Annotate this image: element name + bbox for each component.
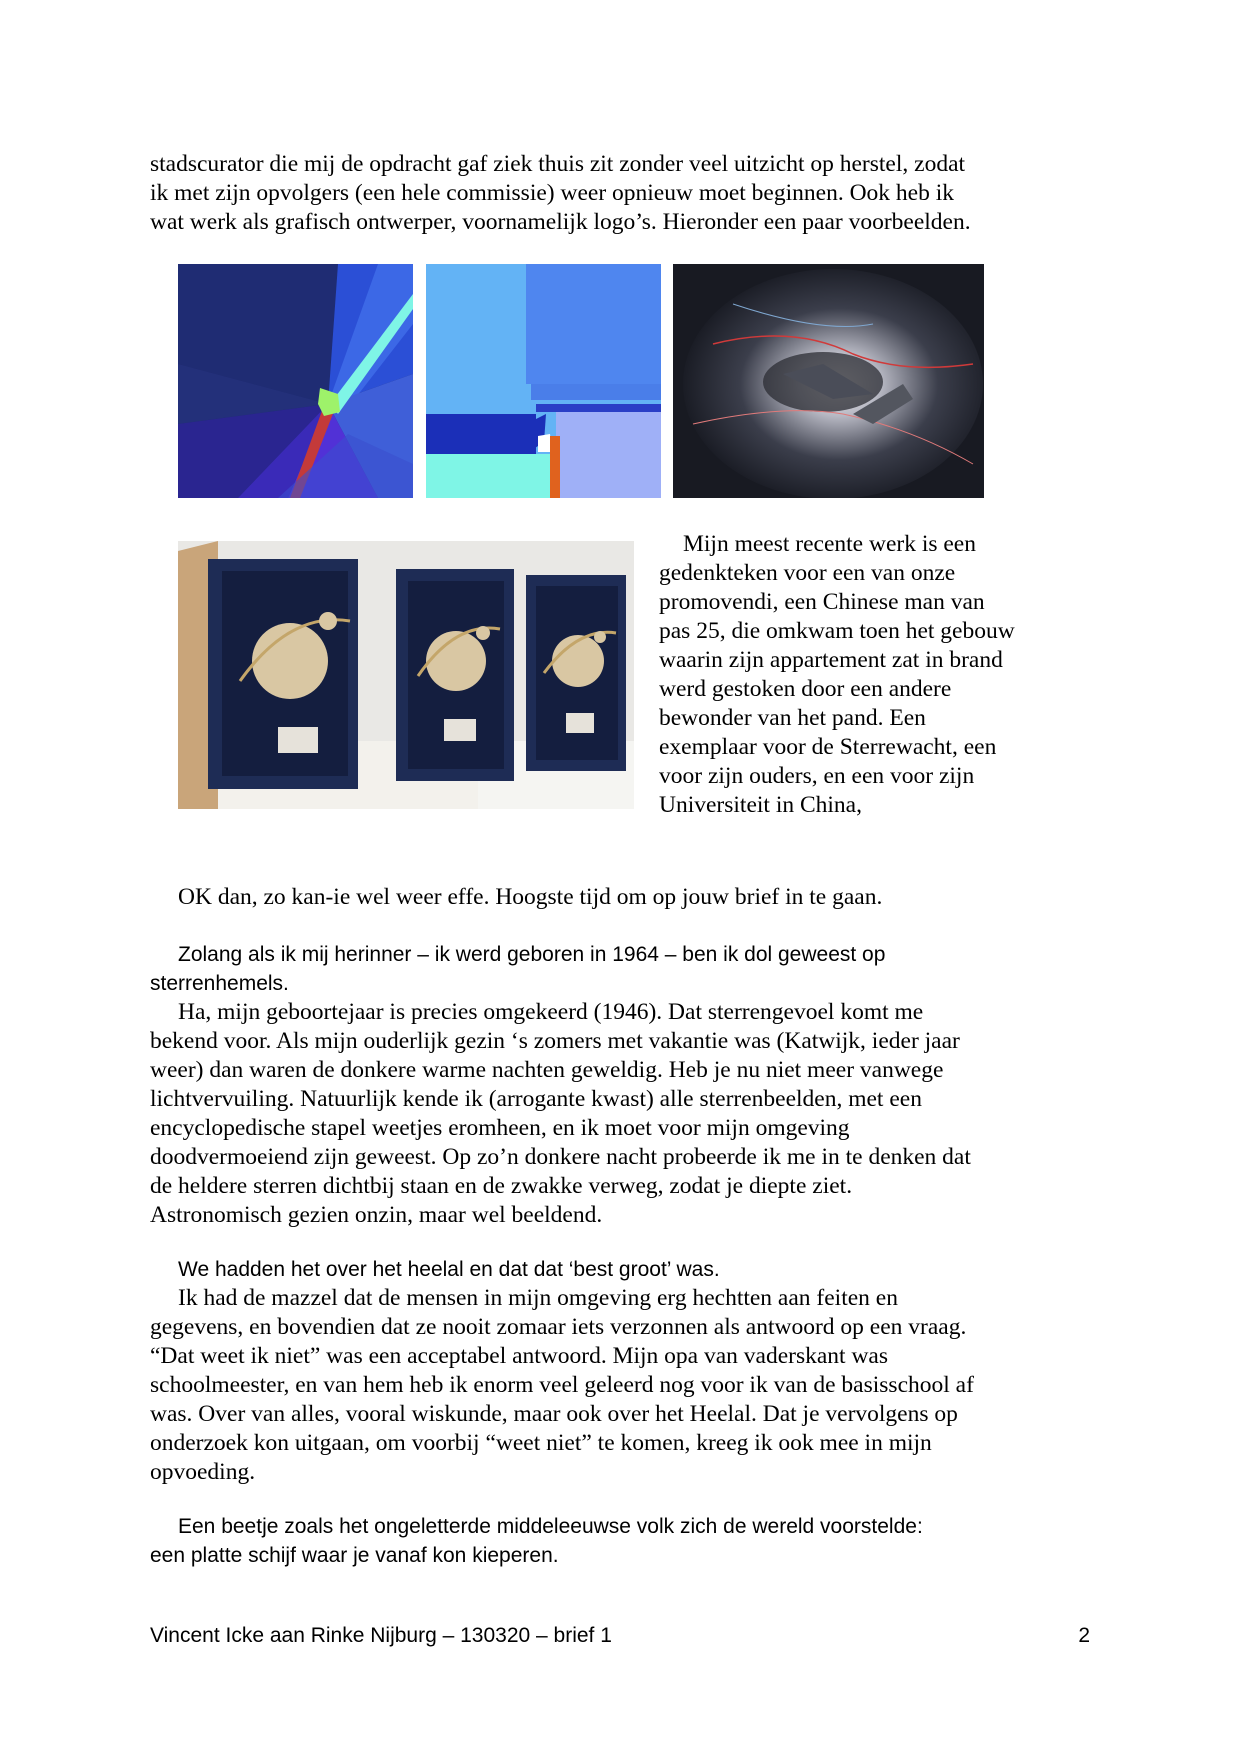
memorial-photo bbox=[178, 541, 634, 809]
answer-line: gegevens, en bovendien dat ze nooit zomaar iets verzonnen als antwoord op een vraag. bbox=[150, 1314, 967, 1340]
answer-paragraph-intro bbox=[150, 883, 1050, 912]
answer-line: Ha, mijn geboortejaar is precies omgekeerd (1946). Dat sterrengevoel komt me bbox=[178, 999, 924, 1025]
intro-line: stadscurator die mij de opdracht gaf ziek thuis zit zonder veel uitzicht op herstel, zodat bbox=[150, 151, 966, 177]
answer-line: Astronomisch gezien onzin, maar wel beeldend. bbox=[150, 1202, 603, 1228]
answer-line: de heldere sterren dichtbij staan en de zwakke verweg, zodat je diepte ziet. bbox=[150, 1173, 853, 1199]
intro-paragraph bbox=[150, 150, 1050, 237]
memorial-line: bewonder van het pand. Een bbox=[659, 705, 926, 731]
answer-line: onderzoek kon uitgaan, om voorbij “weet niet” te komen, kreeg ik ook mee in mijn bbox=[150, 1430, 932, 1456]
answer-line: was. Over van alles, vooral wiskunde, maar ook over het Heelal. Dat je vervolgens op bbox=[150, 1401, 958, 1427]
intro-line: wat werk als grafisch ontwerper, voornamelijk logo’s. Hieronder een paar voorbeelden. bbox=[150, 209, 971, 235]
memorial-line: exemplaar voor de Sterrewacht, een bbox=[659, 734, 997, 760]
question-line: Zolang als ik mij herinner – ik werd geboren in 1964 – ben ik dol geweest op bbox=[178, 943, 886, 966]
memorial-line: gedenkteken voor een van onze bbox=[659, 560, 956, 586]
answer-line: lichtvervuiling. Natuurlijk kende ik (arrogante kwast) alle sterrenbeelden, met een bbox=[150, 1086, 922, 1112]
question-paragraph-1 bbox=[150, 940, 1050, 998]
intro-line: ik met zijn opvolgers (een hele commissie) weer opnieuw moet beginnen. Ook heb ik bbox=[150, 180, 955, 206]
answer-line: weer) dan waren de donkere warme nachten geweldig. Heb je nu niet meer vanwege bbox=[150, 1057, 944, 1083]
question-line: sterrenhemels. bbox=[150, 972, 289, 995]
memorial-line: werd gestoken door een andere bbox=[659, 676, 952, 702]
answer-line: schoolmeester, en van hem heb ik enorm veel geleerd nog voor ik van de basisschool af bbox=[150, 1372, 974, 1398]
artwork-geometric-rays bbox=[178, 264, 413, 498]
answer-line: “Dat weet ik niet” was een acceptabel antwoord. Mijn opa van vaderskant was bbox=[150, 1343, 889, 1369]
answer-paragraph-2 bbox=[150, 1284, 1050, 1487]
memorial-line: pas 25, die omkwam toen het gebouw bbox=[659, 618, 1015, 644]
memorial-line: Universiteit in China, bbox=[659, 792, 862, 818]
question-line: We hadden het over het heelal en dat dat ‘best groot’ was. bbox=[178, 1258, 720, 1281]
memorial-line: promovendi, een Chinese man van bbox=[659, 589, 985, 615]
question-line: een platte schijf waar je vanaf kon kieperen. bbox=[150, 1544, 559, 1567]
footer-title: Vincent Icke aan Rinke Nijburg – 130320 – brief 1 bbox=[150, 1624, 612, 1647]
artwork-blocky-composition bbox=[426, 264, 661, 498]
answer-line: doodvermoeiend zijn geweest. Op zo’n donkere nacht probeerde ik me in te denken dat bbox=[150, 1144, 971, 1170]
question-paragraph-3 bbox=[150, 1512, 1050, 1570]
answer-line: encyclopedische stapel weetjes eromheen, en ik moet voor mijn omgeving bbox=[150, 1115, 850, 1141]
memorial-line: voor zijn ouders, en een voor zijn bbox=[659, 763, 975, 789]
answer-line: Ik had de mazzel dat de mensen in mijn omgeving erg hechtten aan feiten en bbox=[178, 1285, 898, 1311]
question-paragraph-2 bbox=[150, 1255, 1050, 1284]
question-line: Een beetje zoals het ongeletterde middeleeuwse volk zich de wereld voorstelde: bbox=[178, 1515, 923, 1538]
paragraph-line: OK dan, zo kan-ie wel weer effe. Hoogste tijd om op jouw brief in te gaan. bbox=[178, 884, 883, 910]
memorial-paragraph bbox=[659, 530, 1079, 820]
artwork-cosmic-vortex bbox=[673, 264, 984, 498]
answer-paragraph-1 bbox=[150, 998, 1050, 1230]
memorial-line: Mijn meest recente werk is een bbox=[683, 531, 976, 557]
answer-line: opvoeding. bbox=[150, 1459, 256, 1485]
page-number: 2 bbox=[1078, 1624, 1090, 1647]
answer-line: bekend voor. Als mijn ouderlijk gezin ‘s zomers met vakantie was (Katwijk, ieder jaar bbox=[150, 1028, 960, 1054]
memorial-line: waarin zijn appartement zat in brand bbox=[659, 647, 1003, 673]
